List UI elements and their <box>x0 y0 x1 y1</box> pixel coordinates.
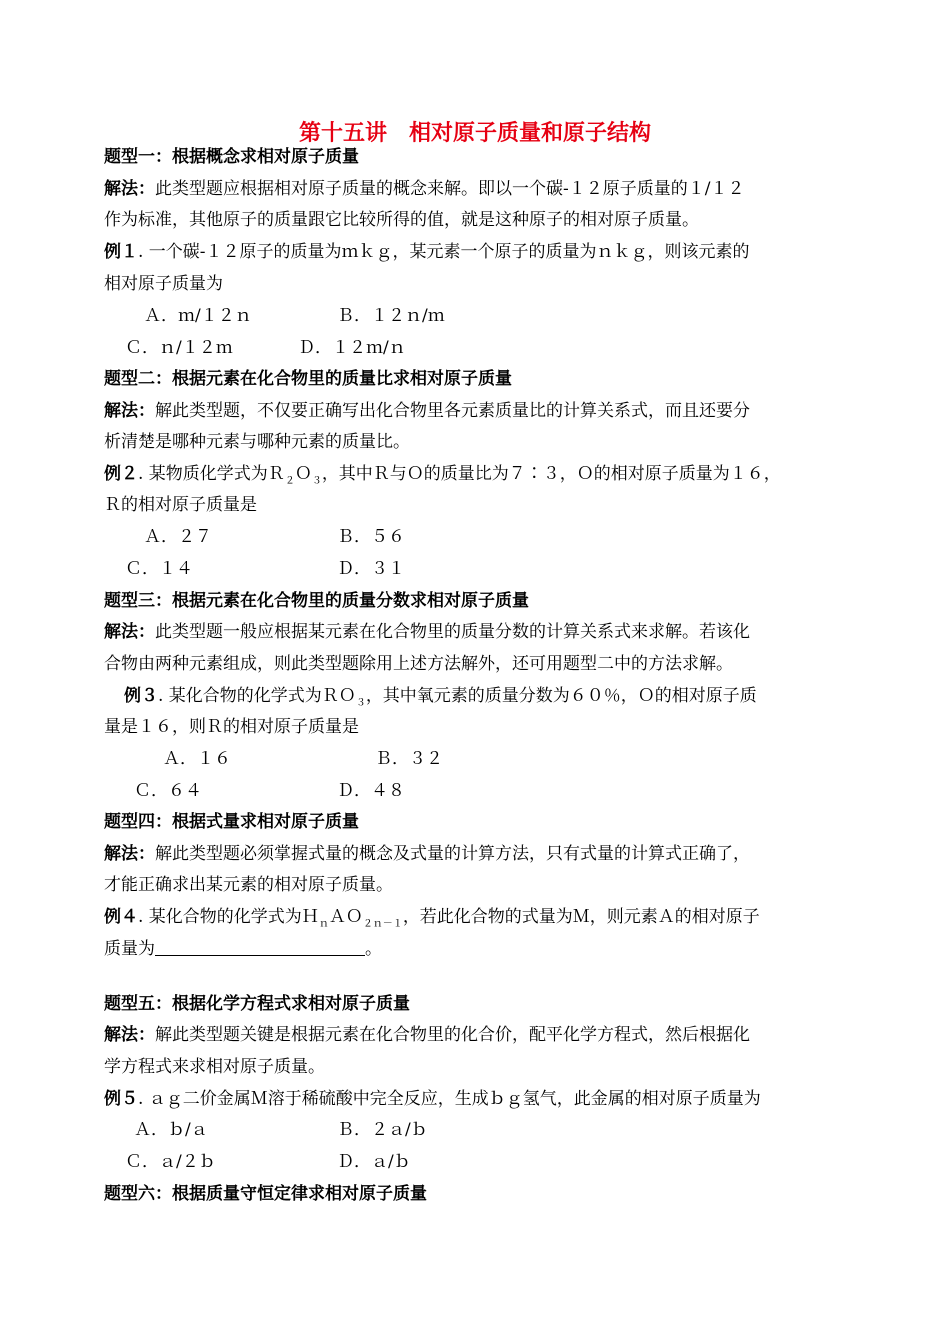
example-text: Ｏ <box>294 464 312 484</box>
example-4-line-2 <box>104 938 382 960</box>
example-label: 例１ <box>104 242 138 262</box>
section-5-method-line-1 <box>104 1024 750 1046</box>
section-6-heading: 题型六：根据质量守恒定律求相对原子质量 <box>104 1184 427 1204</box>
section-3-method-line-2: 合物由两种元素组成，则此类型题除用上述方法解外，还可用题型二中的方法求解。 <box>104 654 733 674</box>
example-2-option-d: Ｄ．３１ <box>337 559 405 579</box>
method-text: 此类型题应根据相对原子质量的概念来解。即以一个碳-１２原子质量的１/１２ <box>155 179 745 199</box>
section-5-method-line-2: 学方程式来求相对原子质量。 <box>104 1057 325 1077</box>
example-1-option-c: Ｃ．ｎ/１２ｍ <box>125 338 233 358</box>
example-text: . 某化合物的化学式为ＲＯ <box>158 686 356 706</box>
section-1-heading: 题型一：根据概念求相对原子质量 <box>104 147 359 167</box>
section-2-method-line-2: 析清楚是哪种元素与哪种元素的质量比。 <box>104 432 410 452</box>
example-2-option-b: Ｂ．５６ <box>337 527 405 547</box>
example-label: 例２ <box>104 464 138 484</box>
section-3-method-line-1 <box>104 621 750 643</box>
example-text: 质量为 <box>104 939 155 959</box>
example-5-option-d: Ｄ．ａ/ｂ <box>337 1152 411 1172</box>
section-4-method-line-2: 才能正确求出某元素的相对原子质量。 <box>104 875 393 895</box>
subscript: ２ｎ－１ <box>362 918 403 930</box>
example-3-option-b: Ｂ．３２ <box>375 749 443 769</box>
example-text: ，其中Ｒ与Ｏ的质量比为７∶３，Ｏ的相对原子质量为１６， <box>321 464 781 484</box>
example-4-line-1 <box>104 906 760 935</box>
method-label: 解法： <box>104 1025 155 1045</box>
example-1-option-d: Ｄ．１２ｍ/ｎ <box>298 338 406 358</box>
example-3-line-2: 量是１６，则Ｒ的相对原子质量是 <box>104 717 359 737</box>
example-2-line-2: Ｒ的相对原子质量是 <box>104 495 257 515</box>
method-label: 解法： <box>104 844 155 864</box>
method-text: 此类型题一般应根据某元素在化合物里的质量分数的计算关系式来求解。若该化 <box>155 622 750 642</box>
method-text: 解此类型题，不仅要正确写出化合物里各元素质量比的计算关系式，而且还要分 <box>155 401 750 421</box>
example-text: . ａｇ二价金属Ｍ溶于稀硫酸中完全反应，生成ｂｇ氢气，此金属的相对原子质量为 <box>138 1089 761 1109</box>
example-text: . 某物质化学式为Ｒ <box>138 464 285 484</box>
example-text: ＡＯ <box>328 907 363 927</box>
example-2-option-c: Ｃ．１４ <box>125 559 193 579</box>
section-4-heading: 题型四：根据式量求相对原子质量 <box>104 812 359 832</box>
section-2-method-line-1 <box>104 400 750 422</box>
example-1-option-a: Ａ．ｍ/１２ｎ <box>144 306 252 326</box>
example-5-option-b: Ｂ．２ａ/ｂ <box>337 1120 428 1140</box>
example-5-option-c: Ｃ．ａ/２ｂ <box>125 1152 216 1172</box>
subscript: ｎ <box>318 918 329 930</box>
example-2-line-1 <box>104 463 781 492</box>
method-text: 解此类型题必须掌握式量的概念及式量的计算方法，只有式量的计算式正确了， <box>155 844 750 864</box>
example-5-line-1 <box>104 1088 761 1110</box>
method-label: 解法： <box>104 622 155 642</box>
subscript: ３ <box>355 697 366 709</box>
example-1-option-b: Ｂ．１２ｎ/ｍ <box>337 306 445 326</box>
example-label: 例３ <box>124 686 158 706</box>
example-3-line-1 <box>124 685 757 714</box>
answer-blank[interactable] <box>155 939 365 956</box>
example-label: 例５ <box>104 1089 138 1109</box>
section-2-heading: 题型二：根据元素在化合物里的质量比求相对原子质量 <box>104 369 512 389</box>
section-1-method-line-2: 作为标准，其他原子的质量跟它比较所得的值，就是这种原子的相对原子质量。 <box>104 210 699 230</box>
method-label: 解法： <box>104 179 155 199</box>
subscript: ３ <box>311 475 322 487</box>
example-text: 。 <box>365 939 382 959</box>
example-text: . 一个碳-１２原子的质量为ｍｋｇ，某元素一个原子的质量为ｎｋｇ，则该元素的 <box>138 242 750 262</box>
method-text: 解此类型题关键是根据元素在化合物里的化合价，配平化学方程式，然后根据化 <box>155 1025 750 1045</box>
section-3-heading: 题型三：根据元素在化合物里的质量分数求相对原子质量 <box>104 591 529 611</box>
method-label: 解法： <box>104 401 155 421</box>
subscript: ２ <box>284 475 295 487</box>
example-text: ，其中氧元素的质量分数为６０％，Ｏ的相对原子质 <box>365 686 757 706</box>
page-title: 第十五讲 相对原子质量和原子结构 <box>298 121 651 146</box>
example-3-option-a: Ａ．１６ <box>163 749 231 769</box>
example-text: ，若此化合物的式量为Ｍ，则元素Ａ的相对原子 <box>402 907 760 927</box>
section-4-method-line-1 <box>104 843 750 865</box>
example-2-option-a: Ａ．２７ <box>144 527 212 547</box>
section-1-method-line-1 <box>104 178 744 200</box>
example-1-line-1 <box>104 241 750 263</box>
example-3-option-d: Ｄ．４８ <box>337 781 405 801</box>
example-5-option-a: Ａ．ｂ/ａ <box>134 1120 208 1140</box>
example-text: . 某化合物的化学式为Ｈ <box>138 907 319 927</box>
section-5-heading: 题型五：根据化学方程式求相对原子质量 <box>104 994 410 1014</box>
example-3-option-c: Ｃ．６４ <box>134 781 202 801</box>
example-1-line-2: 相对原子质量为 <box>104 274 223 294</box>
example-label: 例４ <box>104 907 138 927</box>
